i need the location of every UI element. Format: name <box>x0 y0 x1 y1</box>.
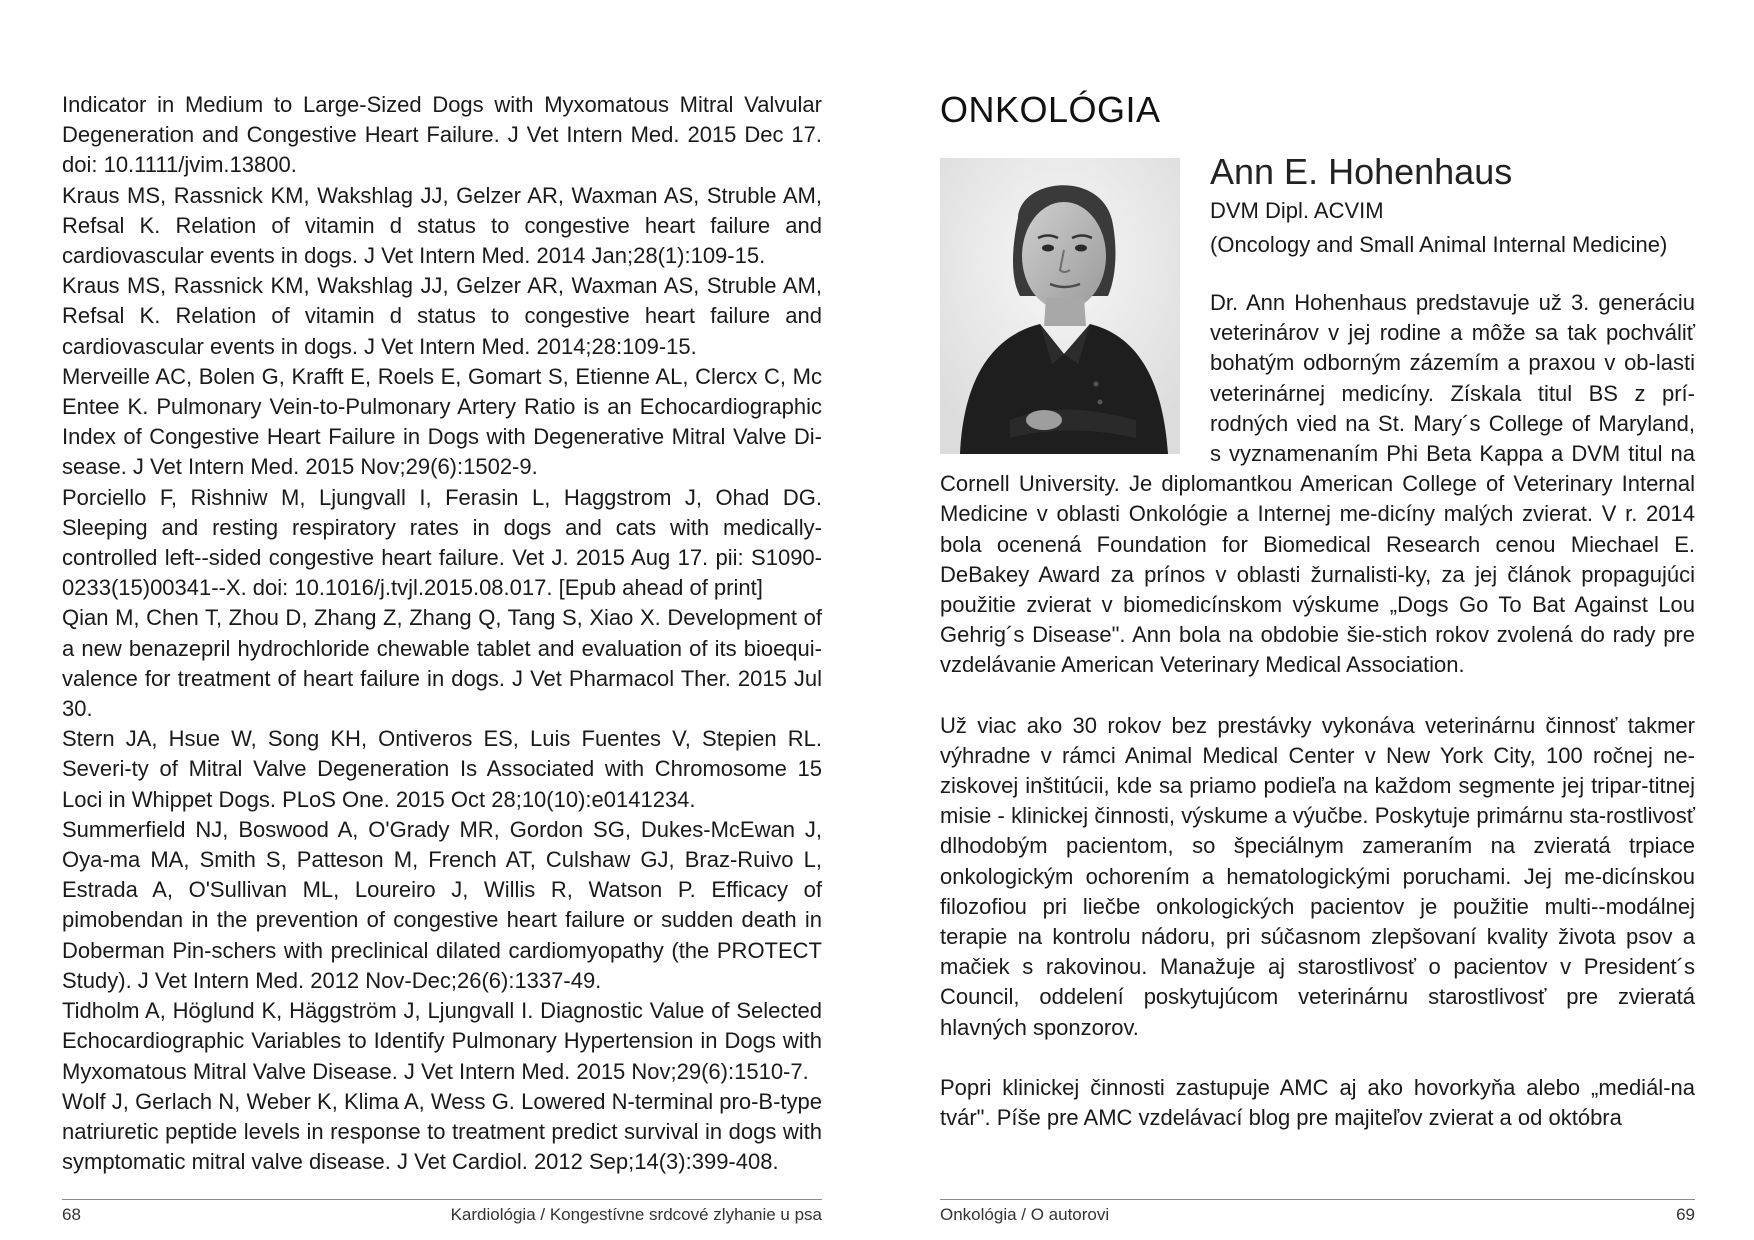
author-specialization: (Oncology and Small Animal Internal Medicine) <box>1210 232 1668 257</box>
page-number-right: 69 <box>1676 1205 1695 1224</box>
running-title-right: Onkológia / O autorovi <box>940 1205 1110 1224</box>
reference-item: Kraus MS, Rassnick KM, Wakshlag JJ, Gelzer AR, Waxman AS, Struble AM, Refsal K. Relation of vitamin d status to congestive heart failure and cardiovascular events in dogs. J Vet Intern Med. 2014;28:109-15. <box>62 273 822 359</box>
reference-item: Porciello F, Rishniw M, Ljungvall I, Ferasin L, Haggstrom J, Ohad DG. Sleeping and resting respiratory rates in dogs and cats with medically-controlled left--sided congestive heart failure. Vet J. 2015 Aug 17. pii: S1090-0233(15)00341--X. doi: 10.1016/j.tvjl.2015.08.017. [Epub ahead of print] <box>62 484 822 601</box>
bio-paragraph: Už viac ako 30 rokov bez prestávky vykonáva veterinárnu činnosť takmer výhradne v rámci Animal Medical Center v New York City, 100 ročnej ne-ziskovej inštitúcii, kde sa priamo podieľa na každom segmente jej tripar-titnej misie - klinickej činnosti, výskume a výučbe. Poskytuje primárnu sta-rostlivosť dlhodobým pacientom, so špeciálnym zameraním na zvieratá trpiace onkologickým ochorením a hematologickými poruchami. Jej me-dicínskou filozofiou pri liečbe onkologických pacientov je použitie multi--modálnej terapie na kontrolu nádoru, pri súčasnom zlepšovaní kvality života psov a mačiek s rakovinou. Manažuje aj starostlivosť o pacientov v President´s Council, oddelení poskytujúcom veterinárnu starostlivosť pre zvieratá hlavných sponzorov. <box>940 712 1695 1040</box>
footer-rule-right <box>940 1199 1695 1200</box>
portrait-illustration <box>940 158 1180 454</box>
author-header <box>1210 150 1695 262</box>
page-number-left: 68 <box>62 1205 81 1224</box>
right-page <box>940 0 1695 1240</box>
bio-paragraph: Popri klinickej činnosti zastupuje AMC aj ako hovorkyňa alebo „mediál-na tvár". Píše pre AMC vzdelávací blog pre majiteľov zvierat a od októbra <box>940 1074 1695 1131</box>
reference-item: Wolf J, Gerlach N, Weber K, Klima A, Wess G. Lowered N-terminal pro-B-type natriuretic peptide levels in response to treatment predict survival in dogs with symptomatic mitral valve disease. J Vet Cardiol. 2012 Sep;14(3):399-408. <box>62 1088 822 1175</box>
section-title: ONKOLÓGIA <box>940 89 1161 130</box>
reference-item: Qian M, Chen T, Zhou D, Zhang Z, Zhang Q, Tang S, Xiao X. Development of a new benazepril hydrochloride chewable tablet and evaluation of its bioequi-valence for treatment of heart failure in dogs. J Vet Pharmacol Ther. 2015 Jul 30. <box>62 605 822 722</box>
reference-item: Stern JA, Hsue W, Song KH, Ontiveros ES, Luis Fuentes V, Stepien RL. Severi-ty of Mitral Valve Degeneration Is Associated with Chromosome 15 Loci in Whippet Dogs. PLoS One. 2015 Oct 28;10(10):e0141234. <box>62 726 822 812</box>
author-degree: DVM Dipl. ACVIM <box>1210 198 1384 223</box>
author-photo <box>940 158 1180 454</box>
reference-list <box>62 90 822 1177</box>
reference-item: Merveille AC, Bolen G, Krafft E, Roels E, Gomart S, Etienne AL, Clercx C, Mc Entee K. Pulmonary Vein-to-Pulmonary Artery Ratio is an Echocardiographic Index of Congestive Heart Failure in Dogs with Degenerative Mitral Valve Di-sease. J Vet Intern Med. 2015 Nov;29(6):1502-9. <box>62 363 822 480</box>
reference-item: Tidholm A, Höglund K, Häggström J, Ljungvall I. Diagnostic Value of Selected Echocardiographic Variables to Identify Pulmonary Hypertension in Dogs with Myxomatous Mitral Valve Disease. J Vet Intern Med. 2015 Nov;29(6):1510-7. <box>62 998 822 1084</box>
author-bio <box>940 288 1695 1163</box>
reference-item: Summerfield NJ, Boswood A, O'Grady MR, Gordon SG, Dukes-McEwan J, Oya-ma MA, Smith S, Patteson M, French AT, Culshaw GJ, Braz-Ruivo L, Estrada A, O'Sullivan ML, Loureiro J, Willis R, Watson P. Efficacy of pimobendan in the prevention of congestive heart failure or sudden death in Doberman Pin-schers with preclinical dilated cardiomyopathy (the PROTECT Study). J Vet Intern Med. 2012 Nov-Dec;26(6):1337-49. <box>62 816 822 993</box>
reference-item: Kraus MS, Rassnick KM, Wakshlag JJ, Gelzer AR, Waxman AS, Struble AM, Refsal K. Relation of vitamin d status to congestive heart failure and cardiovascular events in dogs. J Vet Intern Med. 2014 Jan;28(1):109-15. <box>62 182 822 269</box>
bio-paragraph: Dr. Ann Hohenhaus predstavuje už 3. generáciu veterinárov v jej rodine a môže sa tak pochváliť bohatým odborným zázemím a praxou v ob-lasti veterinárnej medicíny. Získala titul BS z prí-rodných vied na St. Mary´s College of Maryland, s vyznamenaním Phi Beta Kappa a DVM titul na Cornell University. Je diplomantkou American College of Veterinary Internal Medicine v oblasti Onkológie a Internej me-dicíny malých zvierat. V r. 2014 bola ocenená Foundation for Biomedical Research cenou Miechael E. DeBakey Award za prínos v oblasti žurnalisti-ky, za jej článok propagujúci použitie zvierat v biomedicínskom výskume „Dogs Go To Bat Against Lou Gehrig´s Disease". Ann bola na obdobie šie-stich rokov zvolená do rady pre vzdelávanie American Veterinary Medical Association. <box>940 290 1695 678</box>
reference-item: Indicator in Medium to Large-Sized Dogs with Myxomatous Mitral Valvular Degeneration and Congestive Heart Failure. J Vet Intern Med. 2015 Dec 17. doi: 10.1111/jvim.13800. <box>62 92 822 178</box>
left-page <box>62 0 822 1240</box>
running-title-left: Kardiológia / Kongestívne srdcové zlyhanie u psa <box>450 1205 822 1224</box>
author-name: Ann E. Hohenhaus <box>1210 151 1513 192</box>
footer-rule-left <box>62 1199 822 1200</box>
